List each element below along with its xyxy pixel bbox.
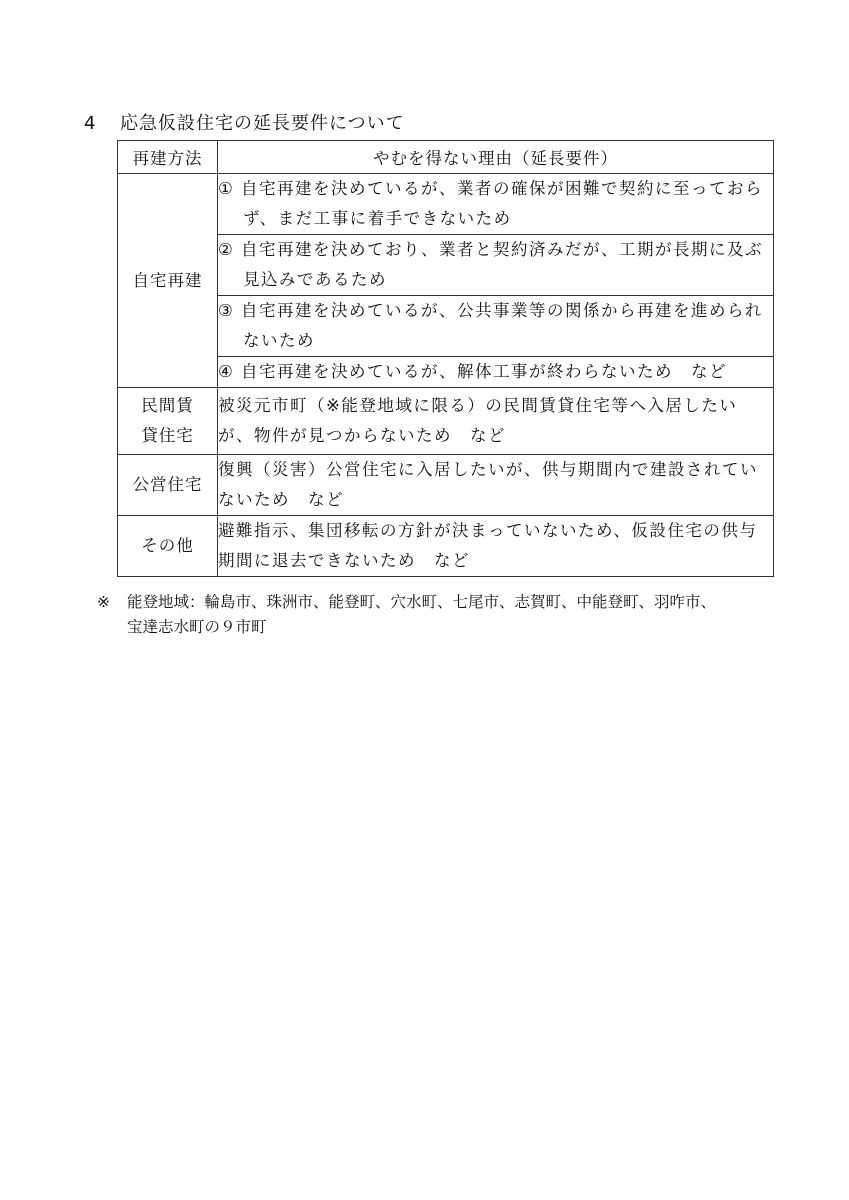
reason-cell bbox=[218, 174, 774, 235]
header-unavoidable-reason: やむを得ない理由（延長要件） bbox=[218, 141, 774, 174]
reason-cell bbox=[218, 235, 774, 296]
category-home-rebuild: 自宅再建 bbox=[118, 174, 218, 388]
category-other: その他 bbox=[118, 516, 218, 577]
reason-text: ④ 自宅再建を決めているが、解体工事が終わらないため など bbox=[218, 362, 728, 381]
footnote-line-1: 能登地域：輪島市、珠洲市、能登町、穴水町、七尾市、志賀町、中能登町、羽咋市、 bbox=[127, 593, 717, 611]
category-public-housing: 公営住宅 bbox=[118, 455, 218, 516]
reason-cell: 復興（災害）公営住宅に入居したいが、供与期間内で建設されていないため など bbox=[218, 455, 774, 516]
table-row bbox=[118, 174, 774, 235]
category-private-rental: 民間賃貸住宅 bbox=[118, 388, 218, 455]
reason-text: ② 自宅再建を決めており、業者と契約済みだが、工期が長期に及ぶ見込みであるため bbox=[218, 240, 764, 289]
footnote-mark: ※ bbox=[97, 593, 110, 611]
section-heading bbox=[84, 109, 405, 135]
reason-cell: 被災元市町（※能登地域に限る）の民間賃貸住宅等へ入居したいが、物件が見つからないため など bbox=[218, 388, 774, 455]
footnote-line-2: 宝達志水町の９市町 bbox=[127, 618, 267, 636]
reason-cell bbox=[218, 357, 774, 388]
reason-cell bbox=[218, 296, 774, 357]
reason-text: ① 自宅再建を決めているが、業者の確保が困難で契約に至っておらず、まだ工事に着手できないため bbox=[218, 179, 764, 228]
table-row bbox=[118, 388, 774, 455]
extension-requirements-table bbox=[117, 140, 774, 577]
footnote bbox=[97, 590, 716, 640]
section-number: 4 bbox=[84, 113, 97, 134]
table-header-row bbox=[118, 141, 774, 174]
reason-text: ③ 自宅再建を決めているが、公共事業等の関係から再建を進められないため bbox=[218, 301, 764, 350]
header-rebuild-method: 再建方法 bbox=[118, 141, 218, 174]
reason-cell: 避難指示、集団移転の方針が決まっていないため、仮設住宅の供与期間に退去できないため など bbox=[218, 516, 774, 577]
section-title: 応急仮設住宅の延長要件について bbox=[120, 113, 405, 134]
table-row bbox=[118, 455, 774, 516]
table-row bbox=[118, 516, 774, 577]
